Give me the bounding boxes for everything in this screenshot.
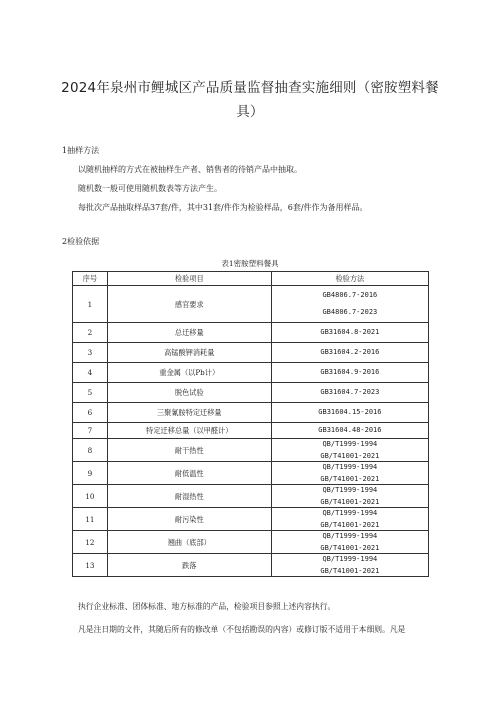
method-standard: GB/T41001-2021 — [320, 543, 380, 552]
method-standard: QB/T1999-1994 — [322, 462, 378, 471]
cell-item: 耐低温性 — [107, 462, 271, 485]
cell-no: 10 — [73, 485, 108, 508]
paragraph: 以随机抽样的方式在被抽样生产者、销售者的待销产品中抽取。 — [78, 165, 302, 174]
method-standard: GB/T41001-2021 — [320, 451, 380, 460]
cell-method — [271, 439, 428, 462]
method-standard: GB31604.9-2016 — [320, 368, 380, 376]
table-row — [73, 462, 429, 485]
footer-line: 凡是注日期的文件，其随后所有的修改单（不包括勘误的内容）或修订版不适用于本细则。凡是 — [78, 625, 406, 634]
title-line-1: 2024年泉州市鲤城区产品质量监督抽查实施细则（密胺塑料餐 — [61, 80, 439, 96]
method-standard: GB31604.8-2021 — [320, 328, 380, 336]
cell-method — [271, 363, 428, 383]
cell-no: 8 — [73, 439, 108, 462]
method-standard: GB4806.7-2016 — [322, 291, 378, 299]
cell-item: 跌落 — [107, 554, 271, 577]
cell-no: 6 — [73, 403, 108, 423]
method-standard: QB/T1999-1994 — [322, 439, 378, 448]
cell-method — [271, 286, 428, 323]
cell-item: 耐干热性 — [107, 439, 271, 462]
table-row — [73, 554, 429, 577]
method-standard: QB/T1999-1994 — [322, 531, 378, 540]
footer-line: 执行企业标准、团体标准、地方标准的产品，检验项目参照上述内容执行。 — [78, 602, 336, 611]
method-standard: QB/T1999-1994 — [322, 485, 378, 494]
method-standard: QB/T1999-1994 — [322, 508, 378, 517]
header-item: 检验项目 — [107, 272, 271, 286]
cell-no: 2 — [73, 323, 108, 343]
document-title — [40, 76, 460, 124]
cell-item: 重金属（以Pb计） — [107, 363, 271, 383]
method-standard: GB31604.15-2016 — [318, 408, 382, 416]
method-standard: GB31604.48-2016 — [318, 426, 382, 434]
method-standard: GB/T41001-2021 — [320, 566, 380, 575]
cell-method — [271, 343, 428, 363]
header-no: 序号 — [73, 272, 108, 286]
cell-method — [271, 323, 428, 343]
cell-method — [271, 554, 428, 577]
method-standard: GB4806.7-2023 — [322, 308, 378, 316]
cell-item: 耐污染性 — [107, 508, 271, 531]
cell-no: 3 — [73, 343, 108, 363]
method-standard: GB/T41001-2021 — [320, 474, 380, 483]
cell-method — [271, 462, 428, 485]
cell-no: 7 — [73, 423, 108, 439]
cell-item: 感官要求 — [107, 286, 271, 323]
cell-method — [271, 508, 428, 531]
table-caption: 表1密胺塑料餐具 — [221, 259, 279, 268]
method-standard: QB/T1999-1994 — [322, 554, 378, 563]
method-standard: GB/T41001-2021 — [320, 520, 380, 529]
header-method: 检验方法 — [271, 272, 428, 286]
method-standard: GB/T41001-2021 — [320, 497, 380, 506]
cell-item: 高锰酸钾消耗量 — [107, 343, 271, 363]
cell-item: 特定迁移总量（以甲醛计） — [107, 423, 271, 439]
table-row — [73, 343, 429, 363]
table-header-row — [73, 272, 429, 286]
cell-method — [271, 383, 428, 403]
cell-no: 12 — [73, 531, 108, 554]
paragraph: 每批次产品抽取样品37套/件，其中31套/件作为检验样品，6套/件作为备用样品。 — [78, 203, 368, 212]
table-row — [73, 363, 429, 383]
inspection-table — [72, 271, 429, 577]
table-row — [73, 286, 429, 323]
method-standard: GB31604.2-2016 — [320, 348, 380, 356]
cell-method — [271, 485, 428, 508]
cell-method — [271, 531, 428, 554]
table-row — [73, 403, 429, 423]
method-standard: GB31604.7-2023 — [320, 388, 380, 396]
cell-item: 三聚氰胺特定迁移量 — [107, 403, 271, 423]
table-row — [73, 423, 429, 439]
table-row — [73, 485, 429, 508]
cell-method — [271, 403, 428, 423]
section-1-heading: 1抽样方法 — [62, 146, 100, 155]
table-row — [73, 383, 429, 403]
cell-no: 9 — [73, 462, 108, 485]
cell-item: 总迁移量 — [107, 323, 271, 343]
cell-item: 耐湿热性 — [107, 485, 271, 508]
cell-no: 5 — [73, 383, 108, 403]
cell-method — [271, 423, 428, 439]
table-row — [73, 439, 429, 462]
cell-no: 1 — [73, 286, 108, 323]
cell-item: 脱色试验 — [107, 383, 271, 403]
cell-no: 11 — [73, 508, 108, 531]
table-row — [73, 508, 429, 531]
paragraph: 随机数一般可使用随机数表等方法产生。 — [78, 184, 222, 193]
cell-no: 4 — [73, 363, 108, 383]
table-row — [73, 531, 429, 554]
cell-no: 13 — [73, 554, 108, 577]
cell-item: 翘曲（底部） — [107, 531, 271, 554]
table-row — [73, 323, 429, 343]
section-2-heading: 2检验依据 — [62, 237, 100, 246]
title-line-2: 具） — [236, 104, 264, 120]
